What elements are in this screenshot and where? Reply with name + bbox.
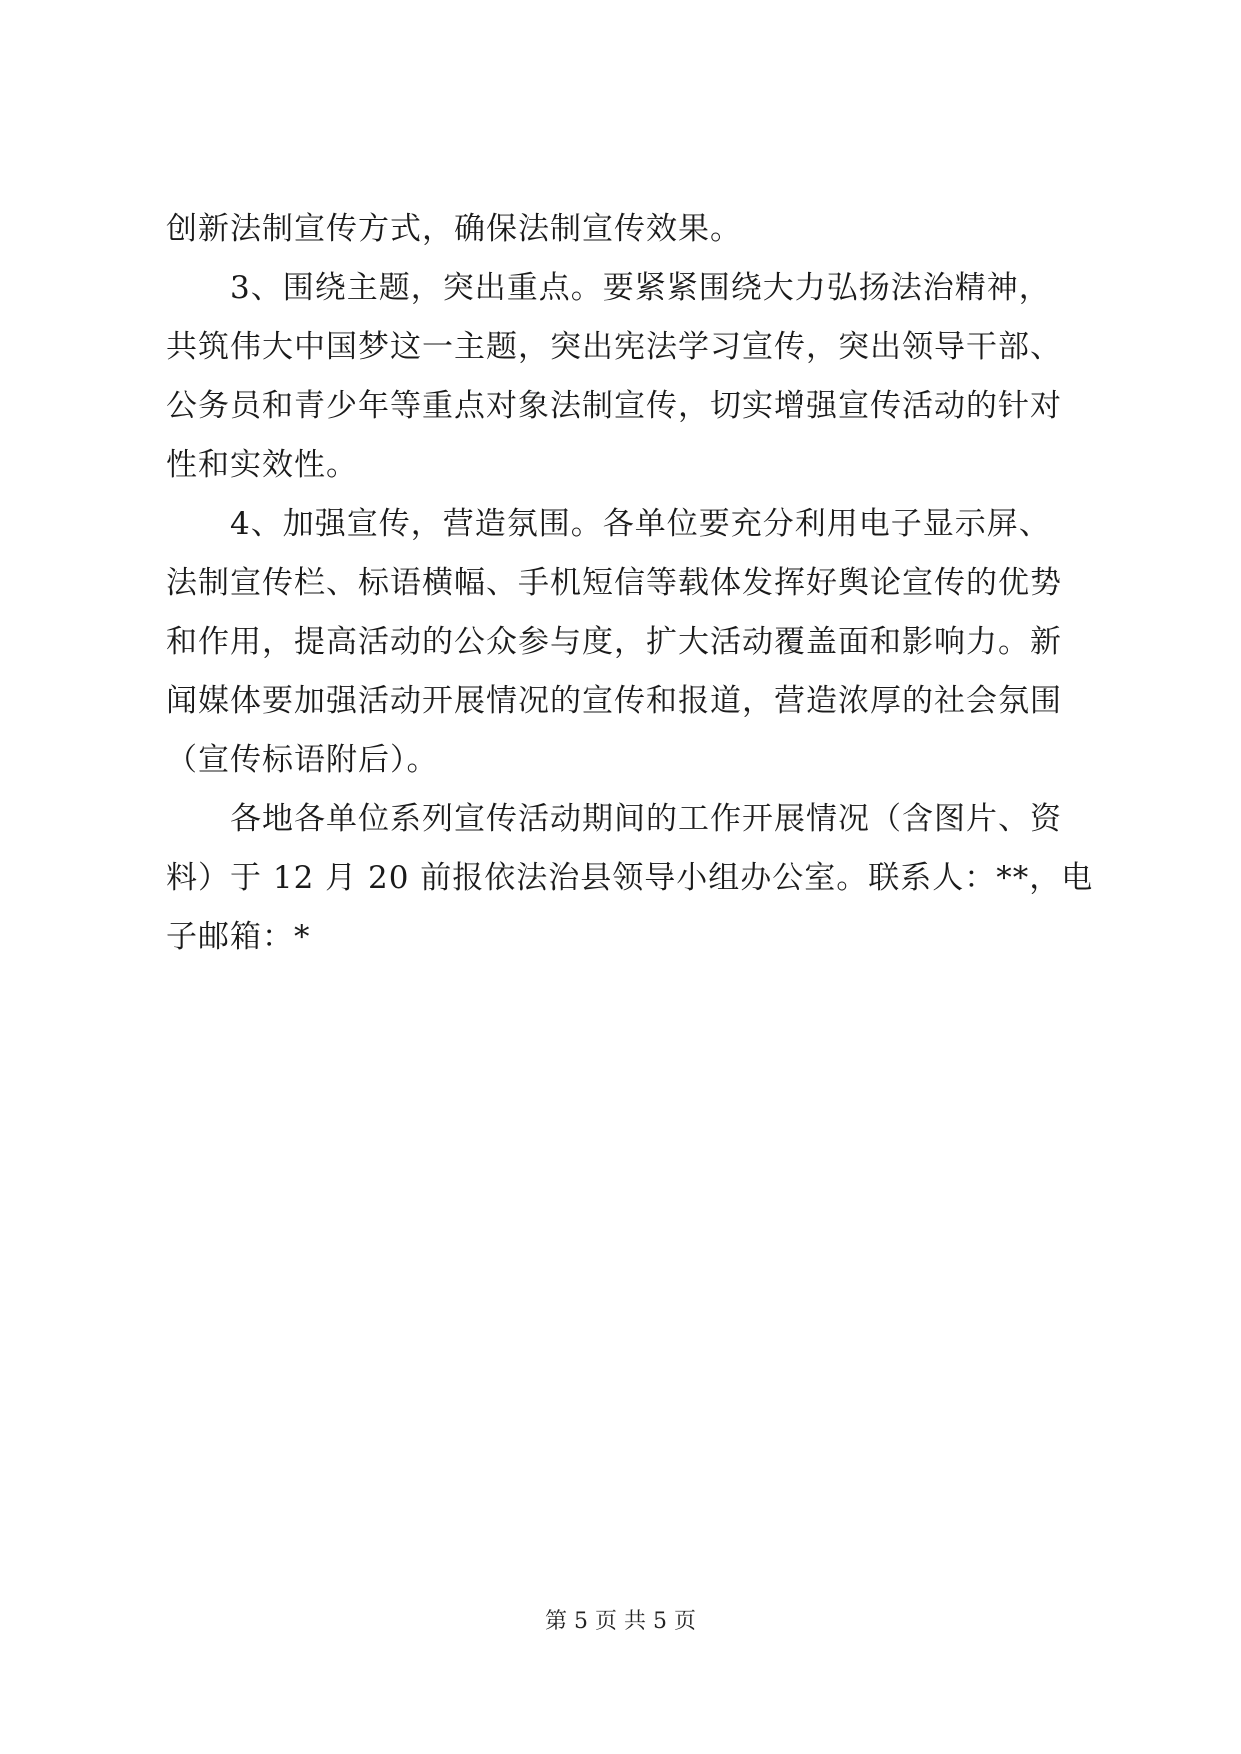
paragraph-5-line-3: 子邮箱：* <box>166 919 311 955</box>
paragraph-4-line-4: 闻媒体要加强活动开展情况的宣传和报道，营造浓厚的社会氛围 <box>166 683 1062 719</box>
paragraph-4-line-3: 和作用，提高活动的公众参与度，扩大活动覆盖面和影响力。新 <box>166 624 1062 660</box>
paragraph-4-line-5: （宣传标语附后）。 <box>166 742 439 778</box>
paragraph-3-line-3: 公务员和青少年等重点对象法制宣传，切实增强宣传活动的针对 <box>166 388 1062 424</box>
text-line-1: 创新法制宣传方式，确保法制宣传效果。 <box>166 211 742 247</box>
paragraph-3-line-1: 3、围绕主题，突出重点。要紧紧围绕大力弘扬法治精神， <box>230 270 1051 306</box>
page-number: 第 5 页 共 5 页 <box>545 1609 696 1634</box>
body-text <box>166 200 1094 967</box>
paragraph-5-line-2: 料）于 12 月 20 前报依法治县领导小组办公室。联系人：**，电 <box>166 860 1094 896</box>
paragraph-3-line-2: 共筑伟大中国梦这一主题，突出宪法学习宣传，突出领导干部、 <box>166 329 1062 365</box>
paragraph-4-line-2: 法制宣传栏、标语横幅、手机短信等载体发挥好舆论宣传的优势 <box>166 565 1062 601</box>
paragraph-5-line-1: 各地各单位系列宣传活动期间的工作开展情况（含图片、资 <box>230 801 1062 837</box>
paragraph-3-line-4: 性和实效性。 <box>166 447 358 483</box>
paragraph-4-line-1: 4、加强宣传，营造氛围。各单位要充分利用电子显示屏、 <box>230 506 1051 542</box>
